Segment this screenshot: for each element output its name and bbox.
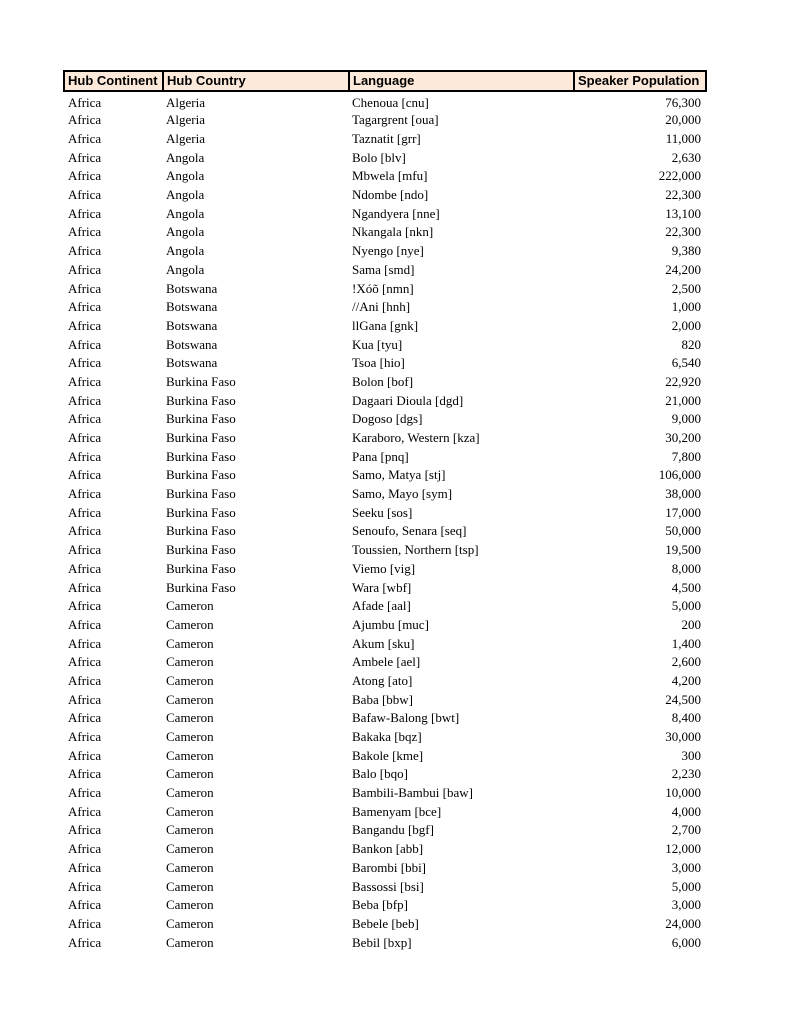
table-row: [64, 335, 706, 354]
cell-hub-country: Angola: [166, 243, 205, 259]
cell-hub-continent: Africa: [68, 317, 102, 333]
cell-hub-country: Cameron: [166, 859, 214, 875]
cell-language: Kua [tyu]: [352, 336, 403, 352]
cell-hub-country: Cameron: [166, 785, 214, 801]
table-row: [64, 821, 706, 840]
cell-hub-country: Botswana: [166, 336, 218, 352]
cell-hub-continent: Africa: [68, 635, 102, 651]
cell-hub-country: Angola: [166, 149, 205, 165]
cell-hub-continent: Africa: [68, 168, 102, 184]
language-population-table: [63, 70, 707, 952]
cell-hub-country: Cameron: [166, 822, 214, 838]
cell-hub-continent: Africa: [68, 560, 102, 576]
cell-hub-continent: Africa: [68, 95, 102, 110]
cell-speaker-population: 12,000: [665, 841, 701, 857]
header-language: Language: [349, 71, 574, 91]
cell-speaker-population: 76,300: [665, 95, 701, 110]
table-row: [64, 354, 706, 373]
cell-hub-continent: Africa: [68, 336, 102, 352]
cell-hub-continent: Africa: [68, 841, 102, 857]
table-row: [64, 130, 706, 149]
table-row: [64, 634, 706, 653]
cell-language: Taznatit [grr]: [352, 131, 421, 147]
cell-speaker-population: 24,500: [665, 691, 701, 707]
cell-speaker-population: 1,000: [671, 299, 701, 315]
cell-language: Bassossi [bsi]: [352, 878, 424, 894]
cell-hub-country: Angola: [166, 205, 205, 221]
table-row: [64, 91, 706, 111]
cell-language: Toussien, Northern [tsp]: [352, 542, 479, 558]
cell-hub-country: Cameron: [166, 915, 214, 931]
cell-hub-country: Cameron: [166, 672, 214, 688]
cell-hub-country: Cameron: [166, 878, 214, 894]
cell-speaker-population: 2,700: [671, 822, 701, 838]
cell-language: Bamenyam [bce]: [352, 803, 442, 819]
cell-speaker-population: 2,600: [671, 654, 701, 670]
cell-language: Nkangala [nkn]: [352, 224, 434, 240]
cell-hub-country: Burkina Faso: [166, 411, 236, 427]
table-row: [64, 204, 706, 223]
cell-hub-country: Cameron: [166, 729, 214, 745]
cell-hub-continent: Africa: [68, 261, 102, 277]
cell-language: Pana [pnq]: [352, 448, 409, 464]
table-row: [64, 597, 706, 616]
cell-speaker-population: 9,380: [671, 243, 701, 259]
cell-speaker-population: 4,200: [671, 672, 701, 688]
table-row: [64, 653, 706, 672]
table-row: [64, 840, 706, 859]
cell-speaker-population: 22,300: [665, 224, 701, 240]
header-hub-country: Hub Country: [163, 71, 349, 91]
cell-hub-continent: Africa: [68, 280, 102, 296]
table-body: [64, 91, 706, 952]
cell-hub-continent: Africa: [68, 654, 102, 670]
cell-hub-continent: Africa: [68, 523, 102, 539]
cell-speaker-population: 13,100: [665, 205, 701, 221]
cell-language: Bolo [blv]: [352, 149, 406, 165]
cell-hub-continent: Africa: [68, 766, 102, 782]
cell-hub-continent: Africa: [68, 411, 102, 427]
header-hub-continent: Hub Continent: [64, 71, 163, 91]
cell-language: Afade [aal]: [352, 598, 411, 614]
table-row: [64, 242, 706, 261]
cell-hub-continent: Africa: [68, 915, 102, 931]
cell-hub-country: Angola: [166, 224, 205, 240]
cell-hub-country: Cameron: [166, 598, 214, 614]
cell-language: Beba [bfp]: [352, 897, 408, 913]
table-row: [64, 391, 706, 410]
cell-hub-continent: Africa: [68, 224, 102, 240]
table-header-row: [64, 71, 706, 91]
cell-hub-continent: Africa: [68, 803, 102, 819]
table-row: [64, 522, 706, 541]
table-row: [64, 148, 706, 167]
cell-hub-country: Burkina Faso: [166, 523, 236, 539]
cell-hub-continent: Africa: [68, 373, 102, 389]
cell-hub-continent: Africa: [68, 579, 102, 595]
cell-speaker-population: 9,000: [671, 411, 701, 427]
cell-hub-continent: Africa: [68, 934, 102, 950]
table-row: [64, 373, 706, 392]
cell-speaker-population: 820: [681, 336, 701, 352]
cell-hub-country: Cameron: [166, 654, 214, 670]
cell-hub-continent: Africa: [68, 392, 102, 408]
cell-language: Senoufo, Senara [seq]: [352, 523, 467, 539]
cell-speaker-population: 30,200: [665, 430, 701, 446]
cell-speaker-population: 2,000: [671, 317, 701, 333]
cell-language: Mbwela [mfu]: [352, 168, 428, 184]
cell-speaker-population: 1,400: [671, 635, 701, 651]
cell-language: Atong [ato]: [352, 672, 413, 688]
cell-language: Chenoua [cnu]: [352, 95, 429, 110]
cell-speaker-population: 5,000: [671, 878, 701, 894]
table-row: [64, 279, 706, 298]
cell-language: Tsoa [hio]: [352, 355, 405, 371]
cell-speaker-population: 11,000: [665, 131, 701, 147]
cell-speaker-population: 200: [681, 616, 701, 632]
cell-language: !Xóõ [nmn]: [352, 280, 414, 296]
cell-hub-continent: Africa: [68, 430, 102, 446]
cell-hub-continent: Africa: [68, 542, 102, 558]
cell-speaker-population: 6,540: [671, 355, 701, 371]
table-row: [64, 429, 706, 448]
cell-hub-country: Botswana: [166, 355, 218, 371]
cell-speaker-population: 21,000: [665, 392, 701, 408]
cell-language: Ambele [ael]: [352, 654, 421, 670]
cell-hub-country: Angola: [166, 261, 205, 277]
table-row: [64, 915, 706, 934]
table-row: [64, 578, 706, 597]
cell-hub-country: Botswana: [166, 299, 218, 315]
table-row: [64, 298, 706, 317]
cell-speaker-population: 38,000: [665, 486, 701, 502]
cell-speaker-population: 2,630: [671, 149, 701, 165]
table-row: [64, 186, 706, 205]
cell-hub-country: Burkina Faso: [166, 373, 236, 389]
cell-language: Viemo [vig]: [352, 560, 416, 576]
table-row: [64, 746, 706, 765]
cell-language: Bakaka [bqz]: [352, 729, 422, 745]
table-row: [64, 410, 706, 429]
cell-language: Bakole [kme]: [352, 747, 424, 763]
table-row: [64, 261, 706, 280]
cell-hub-country: Cameron: [166, 635, 214, 651]
cell-hub-continent: Africa: [68, 691, 102, 707]
cell-hub-country: Angola: [166, 187, 205, 203]
cell-hub-country: Burkina Faso: [166, 448, 236, 464]
cell-language: Bafaw-Balong [bwt]: [352, 710, 460, 726]
cell-hub-continent: Africa: [68, 149, 102, 165]
cell-speaker-population: 22,300: [665, 187, 701, 203]
cell-hub-continent: Africa: [68, 598, 102, 614]
table-row: [64, 317, 706, 336]
cell-language: Bangandu [bgf]: [352, 822, 434, 838]
cell-hub-continent: Africa: [68, 897, 102, 913]
cell-hub-continent: Africa: [68, 822, 102, 838]
table-row: [64, 896, 706, 915]
cell-hub-continent: Africa: [68, 878, 102, 894]
table-row: [64, 503, 706, 522]
cell-hub-continent: Africa: [68, 355, 102, 371]
table-row: [64, 447, 706, 466]
cell-hub-country: Burkina Faso: [166, 560, 236, 576]
cell-language: Samo, Mayo [sym]: [352, 486, 453, 502]
cell-hub-continent: Africa: [68, 467, 102, 483]
cell-hub-continent: Africa: [68, 112, 102, 128]
cell-speaker-population: 106,000: [658, 467, 701, 483]
table-row: [64, 877, 706, 896]
cell-hub-continent: Africa: [68, 785, 102, 801]
cell-hub-country: Burkina Faso: [166, 392, 236, 408]
table-row: [64, 616, 706, 635]
cell-speaker-population: 2,500: [671, 280, 701, 296]
table-row: [64, 223, 706, 242]
cell-language: Tagargrent [oua]: [352, 112, 439, 128]
cell-speaker-population: 5,000: [671, 598, 701, 614]
cell-hub-continent: Africa: [68, 486, 102, 502]
cell-hub-country: Cameron: [166, 691, 214, 707]
cell-hub-continent: Africa: [68, 747, 102, 763]
cell-speaker-population: 300: [681, 747, 701, 763]
cell-hub-continent: Africa: [68, 672, 102, 688]
cell-language: Seeku [sos]: [352, 504, 413, 520]
cell-language: Bambili-Bambui [baw]: [352, 785, 473, 801]
cell-speaker-population: 222,000: [658, 168, 701, 184]
cell-hub-country: Cameron: [166, 616, 214, 632]
cell-hub-continent: Africa: [68, 616, 102, 632]
cell-hub-country: Algeria: [166, 112, 205, 128]
cell-language: Nyengo [nye]: [352, 243, 424, 259]
cell-language: Wara [wbf]: [352, 579, 412, 595]
cell-hub-continent: Africa: [68, 504, 102, 520]
table-row: [64, 765, 706, 784]
cell-hub-country: Burkina Faso: [166, 504, 236, 520]
cell-hub-country: Algeria: [166, 95, 205, 110]
cell-language: Barombi [bbi]: [352, 859, 427, 875]
table-row: [64, 111, 706, 130]
cell-language: Ngandyera [nne]: [352, 205, 440, 221]
cell-hub-continent: Africa: [68, 859, 102, 875]
table-row: [64, 167, 706, 186]
cell-speaker-population: 8,400: [671, 710, 701, 726]
table-row: [64, 485, 706, 504]
cell-hub-continent: Africa: [68, 729, 102, 745]
cell-language: Sama [smd]: [352, 261, 415, 277]
cell-language: Karaboro, Western [kza]: [352, 430, 480, 446]
cell-speaker-population: 24,200: [665, 261, 701, 277]
cell-speaker-population: 19,500: [665, 542, 701, 558]
cell-hub-country: Burkina Faso: [166, 579, 236, 595]
cell-language: Bebil [bxp]: [352, 934, 412, 950]
cell-hub-continent: Africa: [68, 448, 102, 464]
cell-speaker-population: 3,000: [671, 859, 701, 875]
table-row: [64, 541, 706, 560]
cell-hub-country: Cameron: [166, 747, 214, 763]
cell-speaker-population: 3,000: [671, 897, 701, 913]
cell-hub-continent: Africa: [68, 710, 102, 726]
cell-hub-country: Botswana: [166, 280, 218, 296]
table-row: [64, 859, 706, 878]
cell-speaker-population: 20,000: [665, 112, 701, 128]
cell-language: Baba [bbw]: [352, 691, 414, 707]
cell-speaker-population: 4,500: [671, 579, 701, 595]
cell-hub-country: Burkina Faso: [166, 430, 236, 446]
cell-language: Bankon [abb]: [352, 841, 424, 857]
cell-speaker-population: 10,000: [665, 785, 701, 801]
cell-hub-country: Algeria: [166, 131, 205, 147]
cell-speaker-population: 50,000: [665, 523, 701, 539]
cell-language: Bolon [bof]: [352, 373, 414, 389]
cell-language: Bebele [beb]: [352, 915, 419, 931]
table-row: [64, 560, 706, 579]
cell-language: //Ani [hnh]: [352, 299, 411, 315]
cell-speaker-population: 24,000: [665, 915, 701, 931]
cell-language: Dagaari Dioula [dgd]: [352, 392, 464, 408]
cell-hub-country: Burkina Faso: [166, 486, 236, 502]
cell-speaker-population: 7,800: [671, 448, 701, 464]
cell-language: Balo [bqo]: [352, 766, 408, 782]
table-row: [64, 466, 706, 485]
cell-hub-country: Angola: [166, 168, 205, 184]
cell-speaker-population: 17,000: [665, 504, 701, 520]
table-row: [64, 784, 706, 803]
table-row: [64, 802, 706, 821]
cell-hub-country: Botswana: [166, 317, 218, 333]
table-row: [64, 690, 706, 709]
cell-language: Samo, Matya [stj]: [352, 467, 446, 483]
cell-hub-continent: Africa: [68, 205, 102, 221]
cell-hub-continent: Africa: [68, 243, 102, 259]
cell-hub-country: Cameron: [166, 766, 214, 782]
cell-language: llGana [gnk]: [352, 317, 419, 333]
cell-hub-country: Cameron: [166, 803, 214, 819]
table-row: [64, 933, 706, 952]
cell-speaker-population: 4,000: [671, 803, 701, 819]
table-row: [64, 709, 706, 728]
header-speaker-population: Speaker Population: [574, 71, 706, 91]
cell-hub-country: Cameron: [166, 934, 214, 950]
cell-hub-country: Cameron: [166, 710, 214, 726]
table-row: [64, 728, 706, 747]
cell-hub-continent: Africa: [68, 187, 102, 203]
cell-hub-country: Burkina Faso: [166, 467, 236, 483]
cell-hub-country: Cameron: [166, 841, 214, 857]
cell-hub-country: Cameron: [166, 897, 214, 913]
cell-speaker-population: 6,000: [671, 934, 701, 950]
cell-hub-continent: Africa: [68, 299, 102, 315]
cell-language: Dogoso [dgs]: [352, 411, 423, 427]
cell-language: Akum [sku]: [352, 635, 415, 651]
table-row: [64, 672, 706, 691]
cell-hub-country: Burkina Faso: [166, 542, 236, 558]
cell-speaker-population: 30,000: [665, 729, 701, 745]
cell-language: Ndombe [ndo]: [352, 187, 429, 203]
cell-language: Ajumbu [muc]: [352, 616, 429, 632]
cell-speaker-population: 22,920: [665, 373, 701, 389]
cell-hub-continent: Africa: [68, 131, 102, 147]
cell-speaker-population: 8,000: [671, 560, 701, 576]
cell-speaker-population: 2,230: [671, 766, 701, 782]
